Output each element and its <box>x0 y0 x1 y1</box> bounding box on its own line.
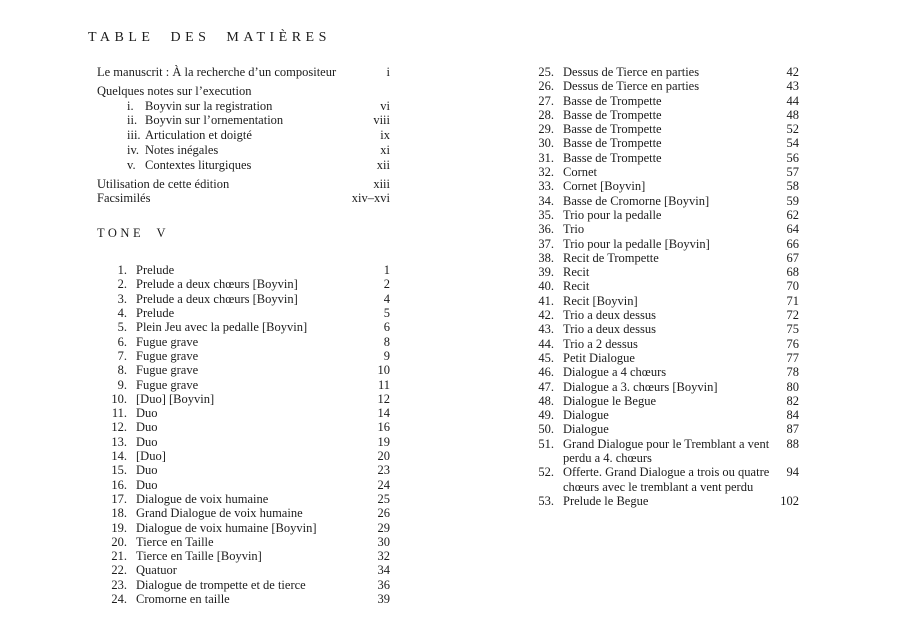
entry-number: 36. <box>538 222 554 237</box>
toc-row <box>524 394 799 408</box>
toc-row <box>524 165 799 179</box>
entry-page: 39 <box>377 592 390 606</box>
entry-label: Petit Dialogue <box>563 350 635 365</box>
entry-number: 9. <box>117 377 127 392</box>
entry-label: Grand Dialogue de voix humaine <box>136 506 303 521</box>
entry-page: 68 <box>786 265 799 280</box>
entry-number: 17. <box>111 491 127 506</box>
entry-label: Prelude a deux chœurs [Boyvin] <box>136 277 298 292</box>
entry-page: 82 <box>786 393 799 408</box>
entry-number: 47. <box>538 379 554 394</box>
toc-row <box>97 277 390 291</box>
entry-page: 9 <box>383 348 390 363</box>
toc-row <box>524 179 799 193</box>
entry-label: Recit <box>563 279 590 294</box>
entry-page: vi <box>380 98 390 113</box>
entry-page: 80 <box>786 379 799 394</box>
entry-label: Recit [Boyvin] <box>563 293 638 308</box>
entry-page: 23 <box>377 463 390 478</box>
toc-row <box>97 128 390 143</box>
entry-number: 52. <box>538 465 554 480</box>
entry-number: iii. <box>127 128 141 143</box>
front-matter-list <box>97 65 390 206</box>
toc-row <box>524 380 799 394</box>
entry-number: 4. <box>117 306 127 321</box>
entry-number: 22. <box>111 563 127 578</box>
entry-label: Boyvin sur la registration <box>145 98 273 113</box>
entry-page: ix <box>380 128 390 143</box>
entry-label: Basse de Cromorne [Boyvin] <box>563 193 710 208</box>
entry-label: Le manuscrit : À la recherche d’un compositeur <box>97 65 337 79</box>
entry-page: 11 <box>377 377 390 392</box>
entry-label: Dialogue a 4 chœurs <box>563 365 667 380</box>
toc-row <box>97 143 390 158</box>
entry-page: xii <box>376 157 390 172</box>
entry-number: 34. <box>538 193 554 208</box>
entry-number: 51. <box>538 436 554 451</box>
toc-row <box>524 222 799 236</box>
entry-number: 20. <box>111 534 127 549</box>
entry-label: Quelques notes sur l’execution <box>97 83 252 98</box>
toc-row <box>97 506 390 520</box>
toc-row <box>97 158 390 173</box>
entry-page: 77 <box>786 350 799 365</box>
entry-page: 4 <box>383 291 390 306</box>
toc-row <box>524 365 799 379</box>
entry-page: 84 <box>786 408 799 423</box>
toc-entries-left <box>97 263 390 606</box>
toc-row <box>97 578 390 592</box>
entry-number: i. <box>127 98 134 113</box>
toc-row <box>97 392 390 406</box>
entry-page: 48 <box>786 107 799 122</box>
entry-page: 36 <box>377 577 390 592</box>
toc-row <box>97 435 390 449</box>
entry-page: 72 <box>786 308 799 323</box>
entry-number: 44. <box>538 336 554 351</box>
entry-label: Trio <box>563 222 585 237</box>
entry-label: Cornet <box>563 165 598 180</box>
entry-label: Prelude <box>136 306 175 321</box>
entry-page: 87 <box>786 422 799 437</box>
toc-row <box>97 320 390 334</box>
entry-label: Recit <box>563 265 590 280</box>
toc-row <box>97 592 390 606</box>
entry-page: 14 <box>377 406 390 421</box>
toc-row <box>524 108 799 122</box>
entry-label: Prelude le Begue <box>563 493 649 508</box>
entry-label: Plein Jeu avec la pedalle [Boyvin] <box>136 320 308 335</box>
toc-row <box>524 122 799 136</box>
entry-label: Basse de Trompette <box>563 122 662 137</box>
entry-label: Fugue grave <box>136 363 199 378</box>
entry-number: 12. <box>111 420 127 435</box>
entry-label: Dialogue <box>563 408 609 423</box>
entry-page: 2 <box>383 277 390 292</box>
entry-label: Basse de Trompette <box>563 136 662 151</box>
entry-number: 26. <box>538 79 554 94</box>
entry-number: 53. <box>538 493 554 508</box>
entry-page: 6 <box>383 320 390 335</box>
entry-label: Duo <box>136 434 158 449</box>
entry-page: 67 <box>786 250 799 265</box>
entry-page: 88 <box>786 436 799 451</box>
entry-number: 11. <box>111 406 127 421</box>
entry-number: 6. <box>117 334 127 349</box>
entry-number: 13. <box>111 434 127 449</box>
entry-page: 76 <box>786 336 799 351</box>
entry-number: 39. <box>538 265 554 280</box>
entry-number: 28. <box>538 107 554 122</box>
entry-label: [Duo] [Boyvin] <box>136 391 215 406</box>
toc-row <box>524 422 799 436</box>
entry-label: Fugue grave <box>136 334 199 349</box>
entry-label: Dessus de Tierce en parties <box>563 65 700 79</box>
toc-row <box>97 191 390 206</box>
entry-number: v. <box>127 157 136 172</box>
entry-page: 94 <box>786 465 799 480</box>
entry-number: 23. <box>111 577 127 592</box>
entry-number: 16. <box>111 477 127 492</box>
toc-row <box>97 463 390 477</box>
toc-row <box>97 65 390 80</box>
entry-number: 5. <box>117 320 127 335</box>
entry-label: Prelude a deux chœurs [Boyvin] <box>136 291 298 306</box>
toc-right-column <box>515 28 799 606</box>
entry-label: Fugue grave <box>136 377 199 392</box>
entry-label: Grand Dialogue pour le Tremblant a vent perdu a 4. chœurs <box>563 436 770 466</box>
entry-label: Dialogue a 3. chœurs [Boyvin] <box>563 379 718 394</box>
entry-page: 12 <box>377 391 390 406</box>
entry-number: 27. <box>538 93 554 108</box>
entry-page: 24 <box>377 477 390 492</box>
entry-number: 42. <box>538 308 554 323</box>
entry-page: 42 <box>786 65 799 79</box>
entry-label: Notes inégales <box>145 142 219 157</box>
entry-page: 54 <box>786 136 799 151</box>
toc-row <box>524 294 799 308</box>
entry-number: 48. <box>538 393 554 408</box>
entry-label: [Duo] <box>136 449 166 464</box>
entry-number: 24. <box>111 592 127 606</box>
toc-row <box>97 263 390 277</box>
toc-row <box>97 420 390 434</box>
toc-row <box>97 349 390 363</box>
entry-page: 5 <box>383 306 390 321</box>
entry-number: 33. <box>538 179 554 194</box>
entry-number: 1. <box>117 263 127 278</box>
entry-page: 10 <box>377 363 390 378</box>
entry-page: 26 <box>377 506 390 521</box>
entry-label: Duo <box>136 477 158 492</box>
entry-page: 66 <box>786 236 799 251</box>
entry-label: Dessus de Tierce en parties <box>563 79 700 94</box>
entry-page: 34 <box>377 563 390 578</box>
toc-row <box>524 408 799 422</box>
entry-number: 40. <box>538 279 554 294</box>
entry-page: 29 <box>377 520 390 535</box>
entry-number: 14. <box>111 449 127 464</box>
entry-page: 71 <box>786 293 799 308</box>
entry-page: 43 <box>786 79 799 94</box>
entry-page: 19 <box>377 434 390 449</box>
toc-row <box>524 494 799 508</box>
entry-label: Cromorne en taille <box>136 592 230 606</box>
entry-label: Dialogue de voix humaine [Boyvin] <box>136 520 317 535</box>
entry-number: 46. <box>538 365 554 380</box>
entry-page: 78 <box>786 365 799 380</box>
toc-row <box>97 292 390 306</box>
entry-page: 25 <box>377 491 390 506</box>
entry-number: 38. <box>538 250 554 265</box>
entry-label: Trio pour la pedalle <box>563 207 662 222</box>
entry-page: 20 <box>377 449 390 464</box>
toc-row <box>524 265 799 279</box>
entry-label: Recit de Trompette <box>563 250 659 265</box>
entry-page: viii <box>373 113 390 128</box>
toc-row <box>97 177 390 192</box>
entry-number: iv. <box>127 142 140 157</box>
entry-page: 57 <box>786 165 799 180</box>
entry-number: 2. <box>117 277 127 292</box>
entry-label: Dialogue le Begue <box>563 393 657 408</box>
entry-number: 7. <box>117 348 127 363</box>
entry-label: Prelude <box>136 263 175 278</box>
entry-page: 64 <box>786 222 799 237</box>
entry-label: Cornet [Boyvin] <box>563 179 646 194</box>
toc-row <box>97 492 390 506</box>
toc-row <box>524 437 799 466</box>
entry-label: Articulation et doigté <box>145 128 252 143</box>
toc-row <box>524 208 799 222</box>
entry-page: 58 <box>786 179 799 194</box>
toc-row <box>97 335 390 349</box>
toc-row <box>524 251 799 265</box>
entry-page: i <box>386 65 390 79</box>
toc-row <box>97 478 390 492</box>
entry-label: Basse de Trompette <box>563 107 662 122</box>
entry-label: Duo <box>136 420 158 435</box>
entry-label: Basse de Trompette <box>563 150 662 165</box>
entry-number: 37. <box>538 236 554 251</box>
entry-page: 8 <box>383 334 390 349</box>
entry-label: Trio pour la pedalle [Boyvin] <box>563 236 710 251</box>
entry-number: 8. <box>117 363 127 378</box>
entry-number: 3. <box>117 291 127 306</box>
entry-label: Dialogue de voix humaine <box>136 491 269 506</box>
toc-row <box>524 279 799 293</box>
entry-page: 1 <box>383 263 390 278</box>
entry-page: 62 <box>786 207 799 222</box>
toc-row <box>524 136 799 150</box>
toc-row <box>524 322 799 336</box>
entry-label: Contextes liturgiques <box>145 157 252 172</box>
entry-page: xi <box>380 142 390 157</box>
toc-row <box>524 308 799 322</box>
toc-row <box>524 94 799 108</box>
toc-row <box>97 378 390 392</box>
entry-number: 18. <box>111 506 127 521</box>
entry-number: 30. <box>538 136 554 151</box>
entry-page: 70 <box>786 279 799 294</box>
toc-row <box>524 337 799 351</box>
entry-page: xiii <box>373 176 390 191</box>
entry-label: Tierce en Taille [Boyvin] <box>136 549 262 564</box>
toc-columns <box>0 28 900 606</box>
entry-number: 31. <box>538 150 554 165</box>
toc-row <box>97 84 390 99</box>
entry-page: 30 <box>377 534 390 549</box>
entry-label: Tierce en Taille <box>136 534 214 549</box>
entry-label: Boyvin sur l’ornementation <box>145 113 284 128</box>
toc-row <box>97 363 390 377</box>
entry-number: 29. <box>538 122 554 137</box>
toc-row <box>524 151 799 165</box>
entry-label: Duo <box>136 406 158 421</box>
entry-label: Offerte. Grand Dialogue a trois ou quatre chœurs avec le tremblant a vent perdu <box>563 465 770 494</box>
toc-row <box>97 535 390 549</box>
toc-row <box>97 563 390 577</box>
entry-page: 59 <box>786 193 799 208</box>
entry-label: Fugue grave <box>136 348 199 363</box>
entry-number: 43. <box>538 322 554 337</box>
entry-number: 32. <box>538 165 554 180</box>
toc-entries-right <box>524 65 799 508</box>
entry-number: 45. <box>538 350 554 365</box>
toc-row <box>524 79 799 93</box>
entry-label: Trio a 2 dessus <box>563 336 638 351</box>
entry-number: 50. <box>538 422 554 437</box>
entry-number: 49. <box>538 408 554 423</box>
entry-number: 41. <box>538 293 554 308</box>
entry-number: 25. <box>538 65 554 79</box>
toc-row <box>97 99 390 114</box>
toc-row <box>524 465 799 494</box>
toc-left-column <box>88 28 390 606</box>
entry-page: 102 <box>780 493 799 508</box>
entry-label: Facsimilés <box>97 191 151 206</box>
entry-label: Trio a deux dessus <box>563 308 656 323</box>
entry-label: Trio a deux dessus <box>563 322 656 337</box>
toc-row <box>97 406 390 420</box>
entry-page: 16 <box>377 420 390 435</box>
entry-label: Utilisation de cette édition <box>97 176 230 191</box>
entry-page: xiv–xvi <box>351 191 390 206</box>
toc-row <box>524 194 799 208</box>
entry-number: 35. <box>538 207 554 222</box>
toc-row <box>97 449 390 463</box>
entry-number: 21. <box>111 549 127 564</box>
section-heading: TONE V <box>97 226 170 241</box>
entry-label: Duo <box>136 463 158 478</box>
toc-row <box>97 113 390 128</box>
entry-number: 19. <box>111 520 127 535</box>
entry-page: 44 <box>786 93 799 108</box>
page-title: TABLE DES MATIÈRES <box>88 30 331 45</box>
entry-label: Quatuor <box>136 563 177 578</box>
toc-row <box>97 549 390 563</box>
toc-row <box>97 306 390 320</box>
toc-row <box>524 65 799 79</box>
toc-row <box>97 521 390 535</box>
entry-number: 15. <box>111 463 127 478</box>
entry-label: Basse de Trompette <box>563 93 662 108</box>
entry-page: 52 <box>786 122 799 137</box>
entry-number: 10. <box>111 391 127 406</box>
entry-label: Dialogue de trompette et de tierce <box>136 577 306 592</box>
entry-number: ii. <box>127 113 138 128</box>
entry-label: Dialogue <box>563 422 609 437</box>
toc-row <box>524 237 799 251</box>
toc-row <box>524 351 799 365</box>
entry-page: 32 <box>377 549 390 564</box>
entry-page: 56 <box>786 150 799 165</box>
entry-page: 75 <box>786 322 799 337</box>
